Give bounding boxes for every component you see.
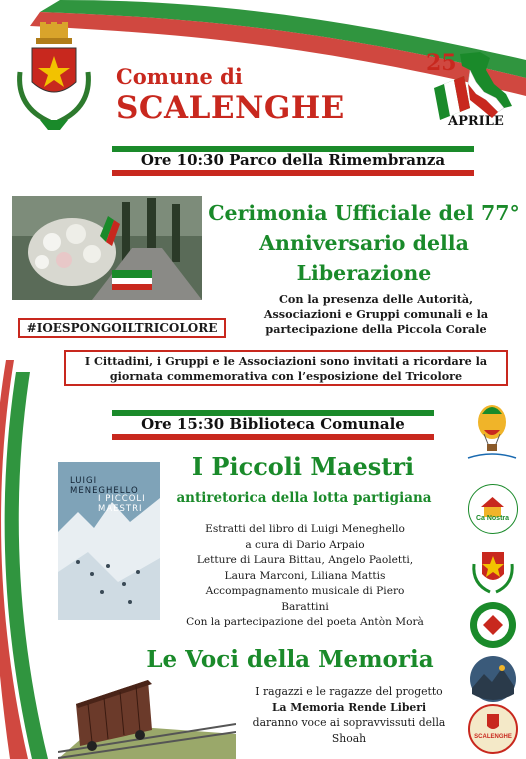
piccoli-maestri-subtitle: antiretorica della lotta partigiana [176, 490, 432, 506]
town-name: SCALENGHE [116, 90, 345, 126]
deportation-wagon-photo [58, 664, 236, 759]
book-title: I PICCOLI MAESTRI [98, 494, 146, 514]
ceremony-title: Cerimonia Ufficiale del 77° Anniversario della Liberazione [208, 201, 520, 285]
afternoon-time-banner [112, 410, 434, 440]
credit-line: Accompagnamento musicale di Piero Barattini [205, 585, 405, 613]
hashtag-label: #IOESPONGOILTRICOLORE [18, 318, 226, 338]
association-badge-logo [468, 600, 518, 650]
hot-air-balloon-logo [462, 400, 522, 464]
comune-label: Comune di [116, 64, 243, 89]
25-aprile-badge [420, 48, 522, 134]
voci-line: daranno voce ai sopravvissuti della Shoah [252, 716, 446, 745]
piccoli-maestri-title: I Piccoli Maestri [191, 452, 415, 481]
consiglio-comunale-ragazzi-logo [468, 540, 518, 596]
scalenghe-coat-of-arms [10, 22, 98, 134]
comune-scalenghe-logo [468, 704, 518, 754]
book-cover [58, 462, 160, 620]
morning-time-place: Ore 10:30 Parco della Rimembranza [140, 151, 446, 169]
voci-line: I ragazzi e le ragazze del progetto [255, 685, 443, 698]
voci-memoria-title: Le Voci della Memoria [146, 646, 434, 673]
ca-nostra-logo [468, 484, 518, 534]
afternoon-time-place: Ore 15:30 Biblioteca Comunale [141, 415, 405, 433]
house-icon [469, 485, 516, 532]
credit-line: Letture di Laura Bittau, Angelo Paoletti, [196, 554, 414, 566]
scalenghe-logo-label: SCALENGHE [474, 734, 512, 740]
date-month: APRILE [448, 114, 504, 129]
wreath-ceremony-photo [12, 196, 202, 300]
credit-line: Laura Marconi, Liliana Mattis [224, 569, 386, 582]
credit-line: Estratti del libro di Luigi Meneghello [205, 523, 405, 535]
voci-description [238, 684, 460, 746]
date-number: 25 [426, 50, 457, 76]
invitation-box: I Cittadini, i Gruppi e le Associazioni sono invitati a ricordare la giornata commemorativa con l’esposizione del Tricolore [64, 350, 508, 386]
mini-crest-icon [470, 706, 516, 752]
morning-time-banner [112, 146, 474, 176]
book-author: LUIGI MENEGHELLO [70, 476, 139, 496]
credit-line: Con la partecipazione del poeta Antòn Morà [186, 616, 424, 628]
mountain-landscape-logo [468, 654, 518, 704]
ca-nostra-label: Ca Nostra [475, 515, 510, 522]
ceremony-subtitle: Con la presenza delle Autorità, Associazioni e Gruppi comunali e la partecipazione della Piccola Corale [263, 292, 489, 336]
voci-project-name: La Memoria Rende Liberi [271, 700, 427, 714]
credits-block [186, 522, 424, 631]
credit-line: a cura di Dario Arpaio [245, 538, 365, 551]
